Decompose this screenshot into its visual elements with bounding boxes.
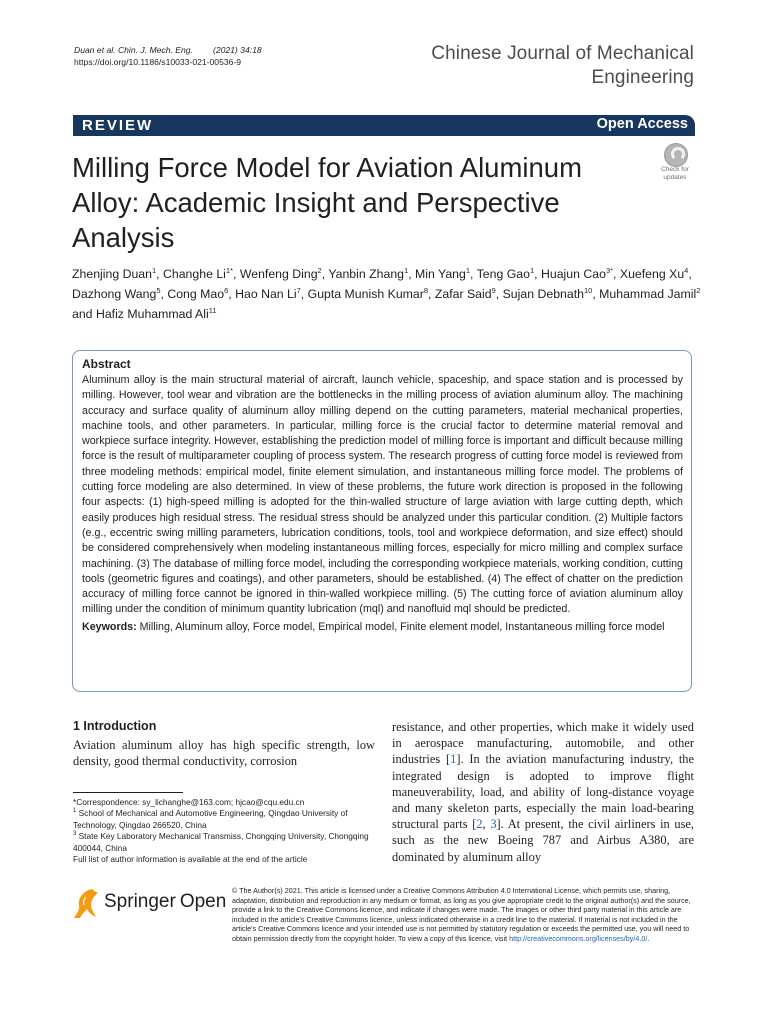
- author-affiliation: 2: [317, 265, 322, 275]
- article-type-label: REVIEW: [82, 117, 154, 134]
- author[interactable]: [235, 287, 301, 301]
- author[interactable]: [308, 287, 428, 301]
- author-affiliation: 5: [156, 285, 161, 295]
- aff3-text: State Key Laboratory Mechanical Transmiss, Chongqing University, Chongqing 400044, China: [73, 831, 369, 853]
- author[interactable]: [96, 307, 217, 321]
- author-name: Teng Gao: [476, 267, 530, 281]
- author-name: Muhammad Jamil: [599, 287, 697, 301]
- citation-link-3[interactable]: 3: [490, 817, 497, 832]
- author[interactable]: [599, 287, 700, 301]
- intro-text-c: ]. At present, the civil airliners in use, such as the new Boeing 787 and Airbus A380, are dominated by aluminum alloy: [392, 817, 694, 864]
- author-affiliation: 8: [423, 285, 429, 295]
- article-type-banner: [73, 115, 695, 136]
- aff3-sup: 3: [73, 831, 77, 838]
- journal-name-line1: Chinese Journal of Mechanical: [431, 43, 694, 64]
- author[interactable]: [541, 267, 613, 281]
- aff1-sup: 1: [73, 808, 77, 815]
- author[interactable]: [477, 267, 535, 281]
- author[interactable]: [415, 267, 470, 281]
- author-name: Xuefeng Xu: [619, 267, 685, 281]
- author-affiliation: 1: [529, 265, 535, 275]
- author-name: Cong Mao: [167, 287, 225, 301]
- keywords-label: Keywords:: [82, 620, 137, 633]
- doi-link[interactable]: https://doi.org/10.1186/s10033-021-00536-9: [74, 57, 242, 67]
- open-access-label: Open Access: [596, 116, 688, 132]
- author-name: Wenfeng Ding: [239, 267, 318, 281]
- check-for-updates-badge[interactable]: [654, 141, 696, 183]
- license-text: [232, 886, 694, 944]
- author[interactable]: [72, 287, 160, 301]
- intro-right-column: [392, 719, 694, 865]
- publisher-suffix: Open: [179, 891, 227, 912]
- author[interactable]: [240, 267, 322, 281]
- author-affiliation: 1: [404, 265, 409, 275]
- author-name: Min Yang: [415, 267, 466, 281]
- intro-text-b: ]. In the aviation manufacturing industry, the integrated design is adopted to improve flight maneuverability, load, and ability of long-distance voyage and many skeleton parts, especially the main load-bearing structural parts [: [392, 752, 694, 832]
- author-info-note: Full list of author information is available at the end of the article: [73, 854, 308, 865]
- author-name: Gupta Munish Kumar: [307, 287, 424, 301]
- keywords: [82, 620, 683, 635]
- journal-name: [431, 42, 694, 90]
- author[interactable]: [620, 267, 688, 281]
- springer-open-logo: [72, 887, 227, 923]
- aff1-text: School of Mechanical and Automotive Engineering, Qingdao University of Technology, Qingdao 266520, China: [73, 808, 348, 830]
- author-name: Zhenjing Duan: [72, 267, 152, 281]
- article-meta: [74, 44, 282, 68]
- author-affiliation: 10: [583, 285, 593, 295]
- abstract-text: Aluminum alloy is the main structural material of aircraft, launch vehicle, spaceship, and space station and is processed by milling. However, tool wear and vibration are the bottlenecks in the milling process of aviation aluminum alloy. The machining accuracy and surface quality of aluminum alloy milling depend on the cutting parameters, material mechanical properties, machine tools, and other parameters. In particular, milling force is the crucial factor to determine material removal and workpiece surface integrity. However, establishing the prediction model of milling force is important and difficult because milling force is the result of multiparameter coupling of process system. The research progress of cutting force model is reviewed from three modeling methods: empirical model, finite element simulation, and instantaneous milling force model. The problems of cutting force modeling are also determined. In view of these problems, the future work direction is proposed in the following four aspects: (1) high-speed milling is adopted for the thin-walled structure of large aviation with large cutting depth, which easily produces high residual stress. The residual stress should be analyzed under this particular condition. (2) Multiple factors (e.g., eccentric swing milling parameters, lubrication conditions, tools, tool and workpiece deformation, and size effect) should be considered comprehensively when modeling instantaneous milling forces, especially for micro milling and complex surface machining. (3) The database of milling force model, including the corresponding workpiece materials, working condition, cutting tools (geometric figures and coatings), and other parameters, should be established. (4) The effect of chatter on the prediction accuracy of milling force cannot be ignored in thin-walled workpiece milling. (5) The cutting force of aviation aluminum alloy milling under the condition of minimum quantity lubrication (mql) and nanofluid mql should be predicted.: [82, 374, 683, 616]
- author-name: Hao Nan Li: [235, 287, 297, 301]
- citation: Duan et al. Chin. J. Mech. Eng.: [74, 45, 193, 55]
- author-name: Hafiz Muhammad Ali: [95, 307, 209, 321]
- affiliation-1: [73, 808, 373, 831]
- author[interactable]: [435, 287, 496, 301]
- author-affiliation: 1: [465, 265, 471, 275]
- author-name: Dazhong Wang: [72, 287, 157, 301]
- springer-horse-icon: [72, 887, 100, 921]
- citation-sep: ,: [482, 817, 491, 832]
- citation-link-1[interactable]: 1: [450, 752, 457, 767]
- author-affiliation: 2: [696, 285, 701, 295]
- abstract-heading: Abstract: [82, 357, 131, 371]
- author[interactable]: [167, 287, 228, 301]
- author-affiliation: 1: [151, 265, 157, 275]
- author-name: Sujan Debnath: [502, 287, 584, 301]
- author-affiliation: 4: [684, 265, 689, 275]
- footnotes: [73, 797, 373, 865]
- author[interactable]: [72, 267, 156, 281]
- crossmark-icon: [664, 143, 688, 167]
- license-end: .: [647, 933, 650, 943]
- citation-link-2[interactable]: 2: [476, 817, 483, 832]
- license-link[interactable]: http://creativecommons.org/licenses/by/4.0/: [509, 933, 648, 943]
- journal-name-line2: Engineering: [591, 67, 694, 88]
- year-volume: (2021) 34:18: [212, 45, 262, 55]
- affiliation-3: [73, 831, 373, 854]
- abstract-box: [72, 350, 692, 692]
- article-title: Milling Force Model for Aviation Aluminum Alloy: Academic Insight and Perspective Analysis: [72, 152, 582, 253]
- author-name: Yanbin Zhang: [328, 267, 405, 281]
- section-heading-introduction: 1 Introduction: [73, 719, 157, 733]
- crossmark-text-1: Check for: [661, 166, 689, 173]
- intro-left-column: Aviation aluminum alloy has high specific strength, low density, good thermal conductivity, corrosion: [73, 738, 375, 769]
- author-affiliation: 1*: [225, 265, 233, 275]
- author-list: Zhenjing Duan$^1$, Changhe $Li^{1*}$, Wenfeng Ding$^2$, Yanbin Zhang$^1$, Min Yang$^1$, Teng Gao$^1$, Huajun Cao$^{3*}$, Xuefeng Xu$^4$, Dazhong Wang$^5$, Cong Mao$^6$, Hao Nan Li$^7$, Gupta Munish Kumar$^8$, Zafar Said$^9$, Sujan Debnath$^{10}$, Muhammad Jamil$^2$ and Hafiz Muhammad Ali$^{11}$: [72, 265, 701, 321]
- author-affiliation: 11: [208, 305, 217, 315]
- footnote-divider: [73, 792, 183, 793]
- keywords-text: Milling, Aluminum alloy, Force model, Empirical model, Finite element model, Instantaneous milling force model: [139, 620, 665, 633]
- author-name: Zafar Said: [434, 287, 492, 301]
- author[interactable]: [328, 267, 408, 281]
- author[interactable]: [503, 287, 593, 301]
- author-affiliation: 6: [224, 285, 229, 295]
- author-name: Changhe Li: [163, 267, 226, 281]
- crossmark-text-2: updates: [663, 173, 687, 181]
- author-name: Huajun Cao: [541, 267, 606, 281]
- publisher-name: Springer: [104, 891, 176, 912]
- author[interactable]: [163, 267, 233, 281]
- author-affiliation: 3*: [605, 265, 614, 275]
- license-body: © The Author(s) 2021. This article is licensed under a Creative Commons Attribution 4.0 International License, which permits use, sharing, adaptation, distribution and reproduction in any medium or format, as long as you give appropriate credit to the original author(s) and the source, provide a link to the Creative Commons licence, and indicate if changes were made. The images or other third party material in this article are included in the article's Creative Commons licence, unless indicated otherwise in a credit line to the material. If material is not included in the article's Creative Commons licence and your intended use is not permitted by statutory regulation or exceeds the permitted use, you will need to obtain permission directly from the copyright holder. To view a copy of this licence, visit: [232, 886, 691, 943]
- author-affiliation: 7: [296, 285, 301, 295]
- intro-text-a: resistance, and other properties, which make it widely used in aerospace manufacturing, automobile, and other industries [: [392, 720, 694, 767]
- author-affiliation: 9: [491, 285, 496, 295]
- correspondence: *Correspondence: sy_lichanghe@163.com; hjcao@cqu.edu.cn: [73, 797, 305, 807]
